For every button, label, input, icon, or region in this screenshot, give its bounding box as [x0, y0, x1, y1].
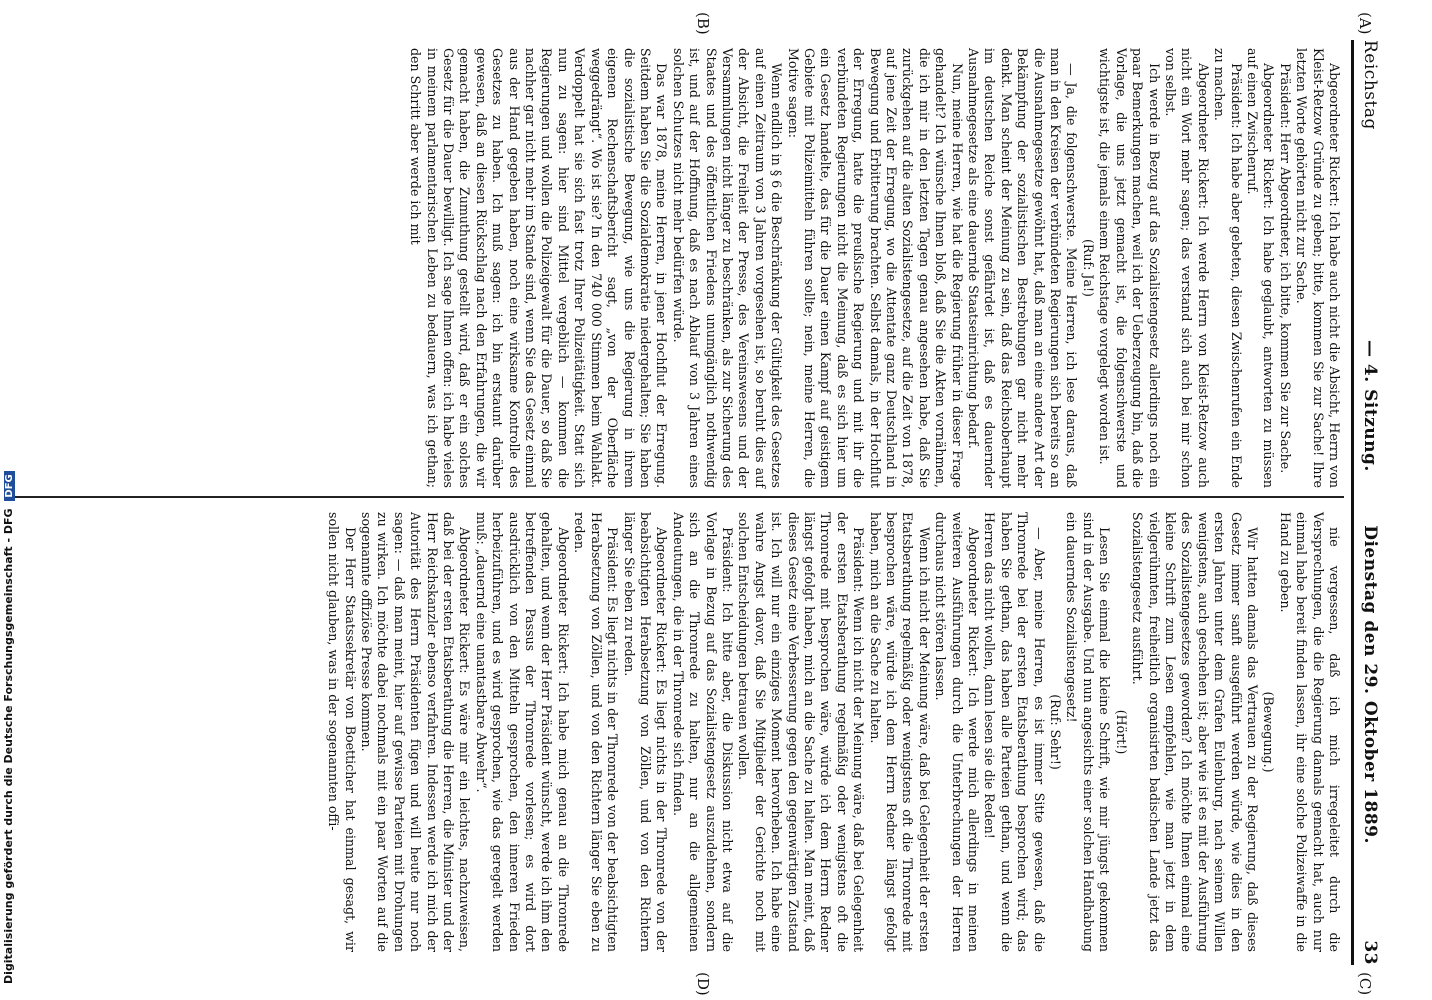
page-number: 33 [1360, 940, 1380, 965]
paragraph: Abgeordneter Rickert: Ich habe geglaubt, antworten zu müssen auf einen Zwischenruf. [1244, 48, 1277, 488]
margin-marker-c: (C) [1356, 972, 1374, 996]
paragraph: nie vergessen, daß ich mich irregeleitet durch die Versprechungen, die die Regierung damals gemacht hat, auch nur einmal habe bereit finden lassen, ihr eine solche Polizeiwaffe in die Hand zu geben. [1277, 512, 1342, 952]
paragraph: Präsident: Wenn ich nicht der Meinung wäre, daß bei Gelegenheit der ersten Etatsberathung regelmäßig oder wenigstens oft die Thronrede mit besprochen wäre, würde ich dem Herrn Redner längst gefolgt haben, mich an die Sache zu halten. Man meint, daß dieses Gesetz eine Verbesserung gegen den gegenwärtigen Zustand ist. Ich will nur ein einziges Moment hervorheben. Ich habe eine wahre Angst davor, daß Sie Mitglieder der Gerichte noch mit solchen Entscheidungen betrauen wollen. [736, 512, 867, 952]
paragraph: Präsident: Herr Abgeordneter, ich bitte, kommen Sie zur Sache. [1277, 63, 1293, 474]
interjection: (Ruf: Ja!) [1080, 239, 1096, 297]
interjection: (Hört!) [1113, 709, 1129, 755]
right-text-column [325, 512, 1342, 952]
paragraph: Abgeordneter Rickert: Es wäre mir ein leichtes, nachzuweisen, daß bei der ersten Etatsberathung die Herren, die Minister und der Herr Reichskanzler ebenso verfahren. Indessen werde ich mich der Autorität des Herrn Präsidenten fügen und will heute nur noch sagen: — daß man meint, hier auf gewisse Parteien mit Drohungen zu wirken. Ich möchte dabei nochmals mit ein paar Worten auf die sogenannte offiziöse Presse kommen. [359, 512, 473, 952]
header-right [1360, 525, 1380, 965]
paragraph: Ich werde in Bezug auf das Sozialistengesetz allerdings noch ein paar Bemerkungen machen, weil ich der Ueberzeugung bin, daß die Vorlage, die uns jetzt gemacht ist, die folgenschwerste und wichtigste ist, die jemals einem Reichstage vorgelegt worden ist. [1097, 48, 1162, 488]
paragraph: Abgeordneter Rickert: Ich werde Herrn von Kleist-Retzow auch nicht ein Wort mehr sagen; das verstand sich auch bei mir schon von selbst. [1162, 48, 1211, 488]
margin-marker-a: (A) [1356, 12, 1374, 35]
paragraph: Präsident: Es liegt nichts in der Thronrede von der beabsichtigten Herabsetzung von Zöllen, und von den Richtern länger Sie eben zu reden. [572, 512, 621, 952]
paragraph: Das war 1878, meine Herren, in jener Hochflut der Erregung. Seitdem haben Sie die Sozialdemokratie niedergehalten; Sie haben die sozialistische Bewegung, wie uns die Regierung in ihrem eigenen Rechenschaftsbericht sagt, „von der Oberfläche weggedrängt“. Wo ist sie? In den 740 000 Stimmen beim Wahlakt. Verdoppelt hat sie sich fast trotz Ihrer Polizeitätigkeit. Statt sich nun zu sagen: hier sind Mittel vergeblich — kommen die Regierungen und wollen die Polizeigewalt für die Dauer, so daß Sie nachher gar nicht mehr im Stande sind, wenn Sie das Gesetz einmal aus der Hand gegeben haben, noch eine wirksame Kontrolle des Gesetzes zu haben. Ich muß sagen: ich bin erstaunt darüber gewesen, daß an diesen Rückschlag nach den Erfahrungen, die wir gemacht haben, die Zumuthung gestellt wird, daß er ein solches Gesetz für die Dauer bewilligt. Ich sage Ihnen offen: ich habe vieles in meinem parlamentarischen Leben zu bedauern, was ich gethan; den Schritt aber werde ich mit [408, 48, 670, 488]
paragraph: Der Herr Staatssekretär von Boetticher hat einmal gesagt, wir sollen nicht glauben, was in der sogenannten offi- [326, 512, 358, 952]
paragraph: — Ja, die folgenschwerste. Meine Herren, ich lese daraus, daß man in den Kreisen der verbündeten Regierungen sich bereits so an die Ausnahmegesetze gewöhnt hat, daß man an eine andere Art der Bekämpfung der sozialistischen Bestrebungen gar nicht mehr denkt. Man scheint der Meinung zu sein, daß das Reichsoberhaupt im deutschen Reiche sonst gefährdet ist, daß es dauernder Ausnahmegesetze als eine dauernde Staatseinrichtung bedarf. [966, 48, 1080, 488]
paragraph: Wir hatten damals das Vertrauen zu der Regierung, daß dieses Gesetz immer sanft ausgeführt werden würde, wie dies in den ersten Jahren unter dem Grafen Eulenburg, nach seinem Willen wenigstens, auch geschehen ist; aber wie ist es mit der Ausführung des Sozialistengesetzes geworden? Ich möchte Ihnen einmal eine kleine Schrift zum Lesen empfehlen, wie man jetzt in dem vielgerühmten, freiheitlich organisirten badischen Lande jetzt das Sozialistengesetz ausführt. [1130, 512, 1260, 952]
paragraph: — Aber, meine Herren, es ist immer Sitte gewesen, daß die Thronrede bei der ersten Etatsberathung besprochen wird; das haben Sie gethan, das haben alle Parteien gethan, und wenn die Herren das nicht wollen, dann lesen sie die Reden! [982, 512, 1047, 952]
header-left: Reichstag [1360, 40, 1380, 130]
paragraph: Präsident: Ich habe aber gebeten, diesen Zwischenrufen ein Ende zu machen. [1212, 48, 1244, 488]
column-divider [4, 496, 1344, 498]
paragraph: Wenn ich nicht der Meinung wäre, daß bei Gelegenheit der ersten Etatsberathung regelmäßig oder wenigstens oft die Thronrede mit besprochen wäre, würde ich dem Herrn Redner längst gefolgt haben, mich an die Sache zu halten. [867, 512, 932, 952]
margin-marker-b: (B) [694, 12, 712, 35]
header-center: — 4. Sitzung. [1360, 340, 1380, 472]
digitization-credit [2, 474, 18, 984]
header-rule [1351, 40, 1354, 965]
credit-text: Digitalisierung gefördert durch die Deutsche Forschungsgemeinschaft - DFG [2, 508, 15, 984]
header-date: Dienstag den 29. Oktober 1889. [1360, 525, 1380, 844]
margin-marker-d: (D) [694, 972, 712, 996]
interjection: (Bewegung.) [1261, 691, 1277, 773]
paragraph: Nun, meine Herren, wie hat die Regierung früher in dieser Frage gehandelt? Ich wünsche Ihnen bloß, daß Sie die Akten vornähmen, die ich mir in den letzten Tagen genau angesehen habe, daß Sie zurückgehen auf die alten Sozialistengesetze, auf die Zeit von 1878, auf jene Zeit der Erregung, wo die Attentate ganz Deutschland in Bewegung und Erbitterung brachten. Selbst damals, in der Hochflut der Erregung, hatte die preußische Regierung und mit ihr die verbündeten Regierungen nicht die Meinung, daß es sich hier um ein Gesetz handelte, das für die Dauer einen Kampf auf geistigem Gebiete mit Polizeimitteln führen sollte; nein, meine Herren, die Motive sagen: [785, 48, 965, 488]
paragraph: Abgeordneter Rickert: Ich werde mich allerdings in meinen weiteren Ausführungen durch die Unterbrechungen der Herren durchaus nicht stören lassen. [933, 512, 982, 952]
paragraph: Wenn endlich in § 6 die Beschränkung der Gültigkeit des Gesetzes auf einen Zeitraum von 3 Jahren vorgesehen ist, so beruht dies auf der Absicht, die Freiheit der Presse, des Vereinswesens und der Versammlungen nicht länger zu beschränken, als zur Sicherung des Staates und des öffentlichen Friedens unumgänglich nothwendig ist, und auf der Hoffnung, daß es nach Ablauf von 3 Jahren eines solchen Schutzes nicht mehr bedürfen würde. [670, 48, 785, 488]
interjection: (Ruf: Sehr!) [1048, 694, 1064, 770]
paragraph: Abgeordneter Rickert: Ich habe mich genau an die Thronrede gehalten, und wenn der Herr Präsident wünscht, werde ich ihm den betreffenden Passus der Thronrede vorlesen; es wird dort ausdrücklich von den Mitteln gesprochen, den inneren Frieden herbeizuführen, und es wird gesprochen, wie das geregelt werden muß: „dauernd eine unantastbare Abwehr“. [473, 512, 571, 952]
page-header [1354, 40, 1380, 965]
left-text-column [407, 48, 1342, 488]
paragraph: Abgeordneter Rickert: Ich habe auch nicht die Absicht, Herrn von Kleist-Retzow Gründe zu geben; bitte, kommen Sie zur Sache! Ihre letzten Worte gehörten nicht zur Sache. [1294, 48, 1342, 488]
dfg-logo: DFG [4, 471, 15, 500]
paragraph: Abgeordneter Rickert: Es liegt nichts in der Thronrede von der beabsichtigten Herabsetzung von Zöllen, und von den Richtern länger Sie eben zu reden. [621, 512, 670, 952]
paragraph: Lesen Sie einmal die kleine Schrift, wie mir jüngst gekommen sind in der Ausgabe. Und nun angesichts einer solchen Handhabung ein dauerndes Sozialistengesetz! [1064, 512, 1113, 952]
paragraph: Präsident: Ich bitte aber, die Diskussion nicht etwa auf die Vorlage in Bezug auf das Sozialistengesetz auszudehnen, sondern sich an die Thronrede zu halten, nur an die allgemeinen Andeutungen, die in der Thronrede sich finden. [670, 512, 735, 952]
